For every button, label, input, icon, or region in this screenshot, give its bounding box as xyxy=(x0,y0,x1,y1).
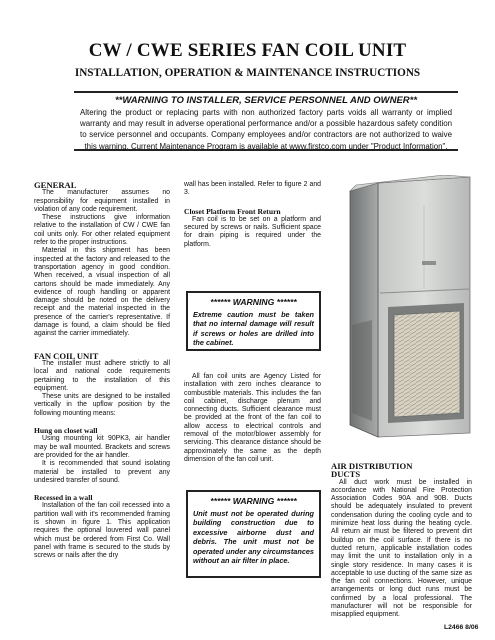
column2-continuation: wall has been installed. Refer to figure 2 and 3. xyxy=(184,181,321,197)
column-3 xyxy=(331,462,472,620)
document-number: L2466 8/06 xyxy=(444,624,479,631)
warning-box-2-body: Unit must not be operated during building construction due to excessive airborne dust and debris. The unit must not be operated under any circumstances without an air filter in place. xyxy=(193,509,314,566)
fan-coil-p2: These units are designed to be installed vertically in the upflow position by the following mounting means: xyxy=(34,393,170,417)
column-1 xyxy=(34,181,170,560)
closet-platform-p: Fan coil is to be set on a platform and secured by screws or nails. Sufficient space for drain piping is required under the platform. xyxy=(184,215,321,248)
warning-box-1-title: ****** WARNING ****** xyxy=(210,297,297,307)
section-fan-coil-heading: FAN COIL UNIT xyxy=(34,350,99,361)
warning-banner-heading: **WARNING TO INSTALLER, SERVICE PERSONNEL AND OWNER** xyxy=(114,95,418,106)
page-title: CW / CWE SERIES FAN COIL UNIT xyxy=(88,40,407,61)
warning-box-2-title: ****** WARNING ****** xyxy=(210,496,297,506)
column-2 xyxy=(184,181,321,249)
section-closet-platform-heading: Closet Platform Front Return xyxy=(184,206,281,216)
fan-coil-p1: The installer must adhere strictly to all local and national code requirements pertaining to the installation of this equipment. xyxy=(34,359,170,392)
column-2-lower xyxy=(184,373,321,464)
page-subtitle: INSTALLATION, OPERATION & MAINTENANCE INSTRUCTIONS xyxy=(74,67,421,79)
fan-coil-unit-photo xyxy=(344,175,472,440)
agency-listing-p: All fan coil units are Agency Listed for installation with zero inches clearance to combustible materials. This includes the fan coil cabinet, discharge plenum and connecting ducts. Sufficient clearance must be provided at the front of the fan coil to allow access to electrical controls and removal of the motor/blower assembly for servicing. This clearance distance should be approximately the same as the depth dimension of the fan coil unit. xyxy=(184,373,321,463)
warning-banner-body: Altering the product or replacing parts with non authorized factory parts voids all warranty or implied warranty and may result in adverse operational performance and/or a possible hazardous safety condition to service personnel and occupants. Company employees and/or contractors are not authorized to waive this warning. Current Maintenance Program is available at www.firstco.com under "Product Information". xyxy=(80,108,452,151)
section-air-distribution-heading: AIR DISTRIBUTION DUCTS xyxy=(331,461,413,480)
warning-banner xyxy=(74,91,458,151)
section-general-heading: GENERAL xyxy=(34,180,77,190)
warning-box-construction xyxy=(186,490,321,578)
section-closet-wall-heading: Hung on closet wall xyxy=(34,426,98,436)
section-recessed-heading: Recessed in a wall xyxy=(34,493,93,503)
warning-box-1-body: Extreme caution must be taken that no internal damage will result if screws or holes are drilled into the cabinet. xyxy=(193,310,314,348)
closet-wall-p2: It is recommended that sound isolating material be installed to prevent any undesired transfer of sound. xyxy=(34,460,170,484)
general-p3: Material in this shipment has been inspected at the factory and released to the transportation agency in good condition. When received, a visual inspection of all cartons should be made immediately. Any evidence of rough handling or apparent damage should be noted on the delivery receipt and the material inspected in the presence of the carrier's representative. If damage is found, a claim should be filed against the carrier immediately. xyxy=(34,247,170,338)
recessed-p1: Installation of the fan coil recessed into a partition wall with it's recommended framing is shown in figure 1. This application requires the optional louvered wall panel which must be ordered from First Co. Wall panel with frame is secured to the studs by screws or nails after the dry xyxy=(34,502,170,560)
general-p1: The manufacturer assumes no responsibility for equipment installed in violation of any code requirement. xyxy=(34,189,170,213)
warning-box-screws xyxy=(186,291,321,351)
air-distribution-body: All duct work must be installed in accordance with National Fire Protection Association Codes 90A and 90B. Ducts should be adequately insulated to prevent condensation during the cooling cycle and to minimize heat loss during the heating cycle. All return air must be filtered to prevent dirt buildup on the coil surface. If there is no ducted return, applicable installation codes may limit the unit to installation only in a single story residence. In many cases it is acceptable to use ducting of the same size as the fan coil connections. However, unique arrangements or long duct runs must be confirmed by a local professional. The manufacturer will not be responsible for misapplied equipment. xyxy=(331,478,472,619)
closet-wall-p1: Using mounting kit 90PK3, air handler may be wall mounted. Brackets and screws are provided for the air handler. xyxy=(34,435,170,459)
general-p2: These instructions give information relative to the installation of CW / CWE fan coil units only. For other related equipment refer to the proper instructions. xyxy=(34,214,170,247)
